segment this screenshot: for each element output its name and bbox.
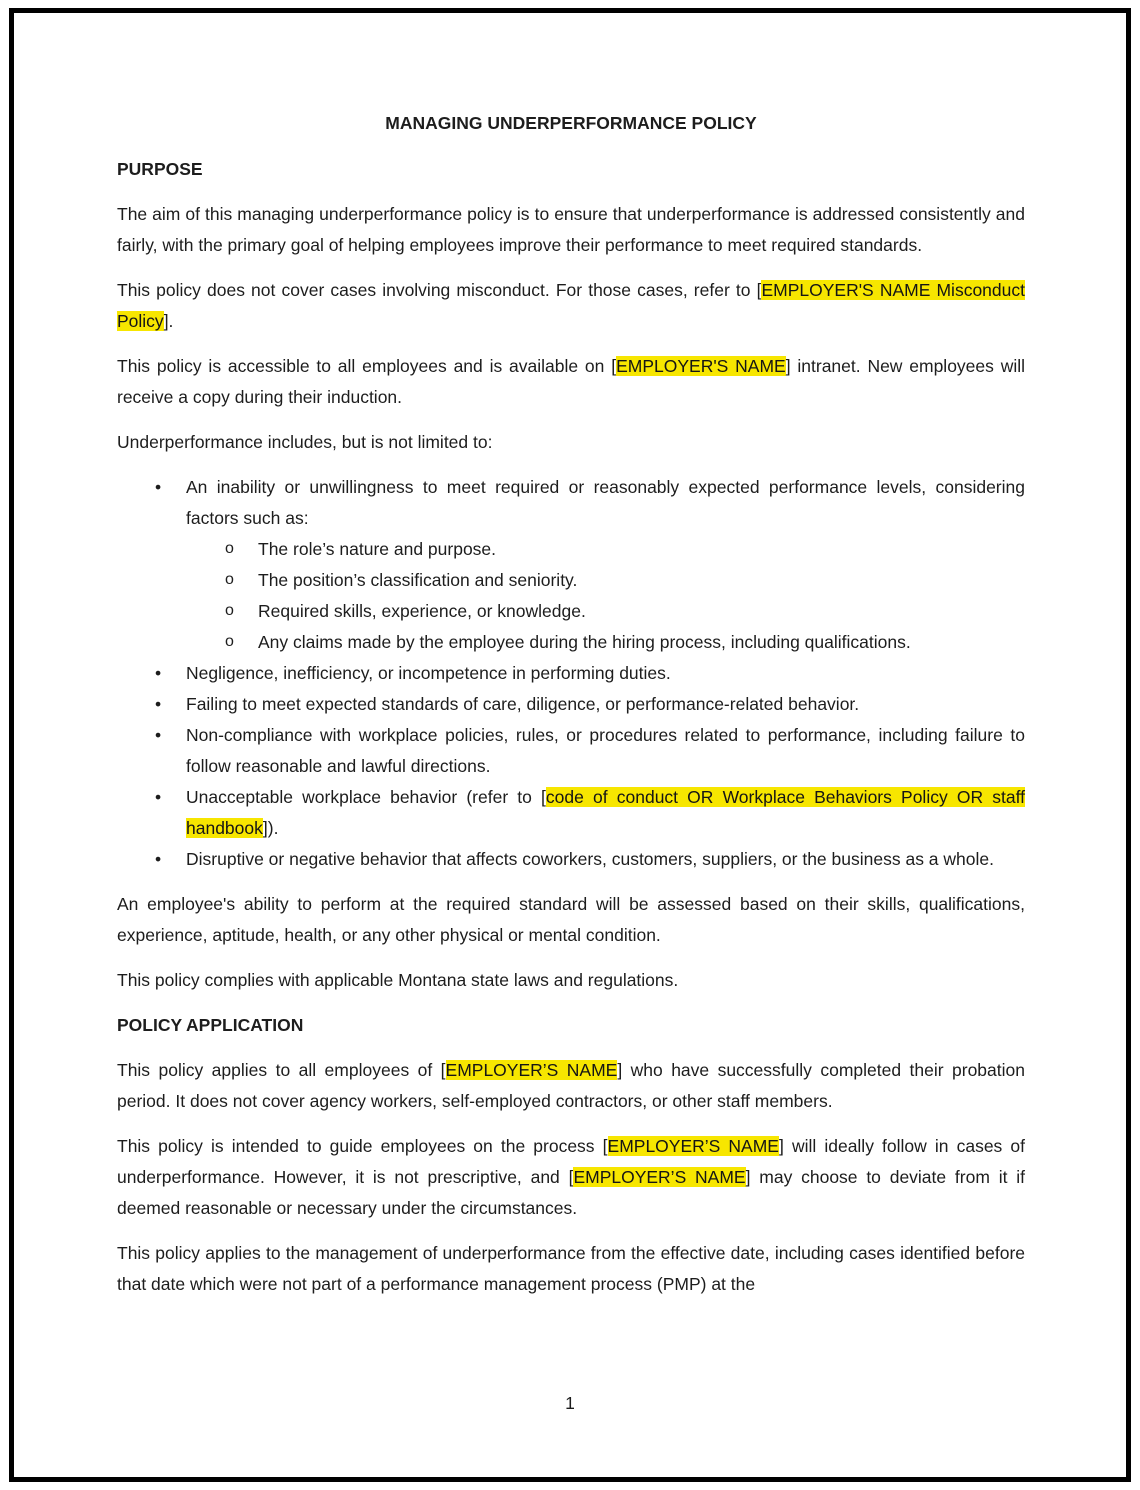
list-item-text: The position’s classification and seniority. <box>258 570 578 590</box>
section-heading-purpose: PURPOSE <box>117 159 203 179</box>
circle-bullet-icon: o <box>225 602 234 619</box>
page-border <box>9 8 1131 1482</box>
list-item-text: ]). <box>262 818 279 838</box>
paragraph-text: Underperformance includes, but is not limited to: <box>117 432 493 452</box>
section-heading-policy-application: POLICY APPLICATION <box>117 1015 304 1035</box>
paragraph-effective-date <box>117 1238 1025 1300</box>
underperformance-bullet-list <box>117 472 1025 875</box>
list-item-text: Unacceptable workplace behavior (refer to [ <box>186 787 546 807</box>
list-item-text: Disruptive or negative behavior that affects coworkers, customers, suppliers, or the business as a whole. <box>186 849 994 869</box>
paragraph-includes-intro <box>117 427 1025 458</box>
paragraph-aim <box>117 199 1025 261</box>
highlight-employer-name: EMPLOYER’S NAME <box>445 1060 618 1080</box>
paragraph-text: The aim of this managing underperformance policy is to ensure that underperformance is addressed consistently and fairly, with the primary goal of helping employees improve their performance to meet required standards. <box>117 204 1025 255</box>
list-item-text: Any claims made by the employee during the hiring process, including qualifications. <box>258 632 911 652</box>
list-item <box>117 658 1025 689</box>
bullet-icon: • <box>155 725 162 745</box>
sub-list-item <box>117 565 1025 596</box>
paragraph-guide-process <box>117 1131 1025 1224</box>
paragraph-text: ] who have successfully completed their probation period. It does not cover agency workers, self-employed contractors, or other staff members. <box>117 1060 1025 1111</box>
bullet-icon: • <box>155 849 162 869</box>
list-item <box>117 720 1025 782</box>
sub-list-item <box>117 627 1025 658</box>
list-item-text: Failing to meet expected standards of care, diligence, or performance-related behavior. <box>186 694 860 714</box>
paragraph-montana-compliance <box>117 965 1025 996</box>
paragraph-text: ]. <box>163 311 174 331</box>
paragraph-assessment <box>117 889 1025 951</box>
highlight-employer-name: EMPLOYER’S NAME <box>573 1167 746 1187</box>
paragraph-applies-to-employees <box>117 1055 1025 1117</box>
highlight-employer-name: EMPLOYER'S NAME <box>616 356 786 376</box>
document-body <box>117 108 1025 1314</box>
sub-list-item <box>117 596 1025 627</box>
paragraph-accessible <box>117 351 1025 413</box>
circle-bullet-icon: o <box>225 571 234 588</box>
paragraph-text: This policy does not cover cases involving misconduct. For those cases, refer to [ <box>117 280 762 300</box>
paragraph-text: ] intranet. New employees will receive a copy during their induction. <box>117 356 1026 407</box>
circle-bullet-icon: o <box>225 633 234 650</box>
list-item-text: The role’s nature and purpose. <box>258 539 497 559</box>
list-item-text: Required skills, experience, or knowledge. <box>258 601 586 621</box>
list-item-text: Non-compliance with workplace policies, rules, or procedures related to performance, including failure to follow reasonable and lawful directions. <box>186 725 1025 776</box>
paragraph-text: This policy applies to the management of underperformance from the effective date, including cases identified before that date which were not part of a performance management process (PMP) at the <box>117 1243 1025 1294</box>
paragraph-misconduct <box>117 275 1025 337</box>
sub-list-item <box>117 534 1025 565</box>
highlight-employer-name: EMPLOYER’S NAME <box>607 1136 779 1156</box>
list-item <box>117 689 1025 720</box>
document-title: MANAGING UNDERPERFORMANCE POLICY <box>385 113 757 133</box>
paragraph-text: An employee's ability to perform at the required standard will be assessed based on their skills, qualifications, experience, aptitude, health, or any other physical or mental condition. <box>117 894 1025 945</box>
paragraph-text: ] may choose to deviate from it if deemed reasonable or necessary under the circumstances. <box>117 1167 1025 1218</box>
bullet-icon: • <box>155 787 162 807</box>
list-item <box>117 844 1025 875</box>
circle-bullet-icon: o <box>225 540 234 557</box>
highlight-code-of-conduct: code of conduct OR Workplace Behaviors Policy OR staff handbook <box>186 787 1025 838</box>
paragraph-text: ] will ideally follow in cases of underperformance. However, it is not prescriptive, and [ <box>117 1136 1025 1187</box>
paragraph-text: This policy applies to all employees of [ <box>117 1060 446 1080</box>
paragraph-text: This policy complies with applicable Montana state laws and regulations. <box>117 970 679 990</box>
paragraph-text: This policy is intended to guide employees on the process [ <box>117 1136 608 1156</box>
list-item-text: An inability or unwillingness to meet required or reasonably expected performance levels, considering factors such as: <box>186 477 1025 528</box>
paragraph-text: This policy is accessible to all employees and is available on [ <box>117 356 617 376</box>
list-item <box>117 782 1025 844</box>
bullet-icon: • <box>155 477 162 497</box>
page-number: 1 <box>565 1393 575 1413</box>
highlight-employer-name-misconduct-policy: EMPLOYER'S NAME Misconduct Policy <box>117 280 1025 331</box>
list-item-text: Negligence, inefficiency, or incompetence in performing duties. <box>186 663 671 683</box>
bullet-icon: • <box>155 694 162 714</box>
list-item <box>117 472 1025 534</box>
bullet-icon: • <box>155 663 162 683</box>
